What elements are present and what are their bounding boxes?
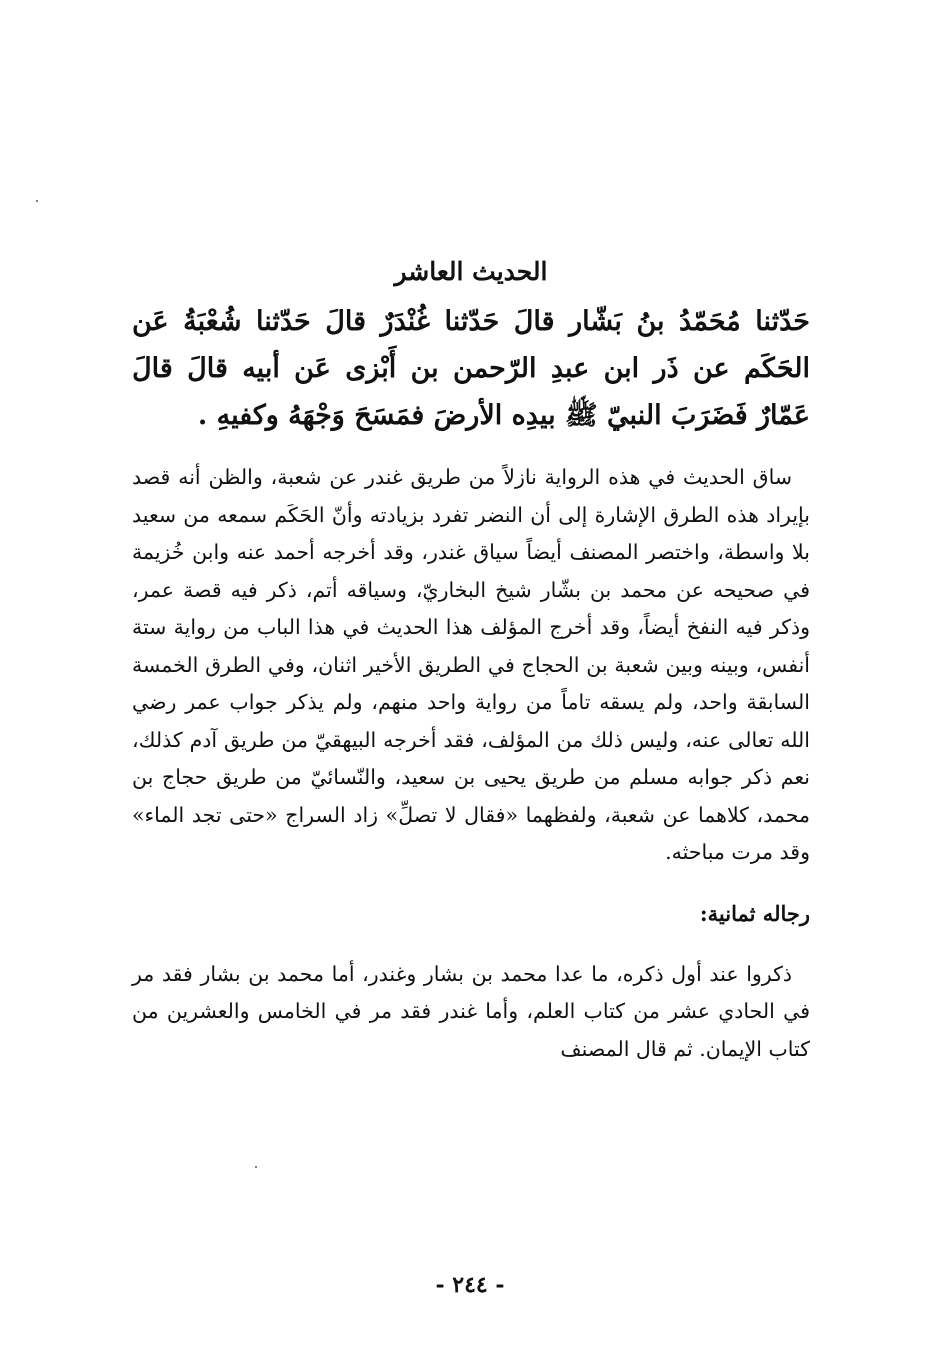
narrators-heading: رجاله ثمانية: [699,900,810,926]
section-title: الحديث العاشر [394,257,548,286]
scan-speck [255,1166,257,1168]
page-number: - ٢٤٤ - [435,1272,505,1298]
page-content [132,252,810,1068]
hadith-text: حَدّثنا مُحَمّدُ بنُ بَشّار قالَ حَدّثنا غُنْدَرٌ قالَ حَدّثنا شُعْبَةُ عَن الحَكَم عن ذَر ابن عبدِ الرّحمن بن أَبْزى عَن أبيه قالَ قالَ عَمّارٌ فَضَرَبَ النبيّ ﷺ بيدِه الأرضَ فمَسَحَ وَجْهَهُ وكفيهِ . [132,306,810,431]
narrators-paragraph: ذكروا عند أول ذكره، ما عدا محمد بن بشار وغندر، أما محمد بن بشار فقد مر في الحادي عشر من كتاب العلم، وأما غندر فقد مر في الخامس والعشرين من كتاب الإيمان. ثم قال المصنف [132,961,810,1061]
commentary-paragraph: ساق الحديث في هذه الرواية نازلاً من طريق غندر عن شعبة، والظن أنه قصد بإيراد هذه الطرق الإشارة إلى أن النضر تفرد بزيادته وأنّ الحَكَم سمعه من سعيد بلا واسطة، واختصر المصنف أيضاً سياق غندر، وقد أخرجه أحمد عنه وابن خُزيمة في صحيحه عن محمد بن بشّار شيخ البخاريّ، وسياقه أتم، ذكر فيه قصة عمر، وذكر فيه النفخ أيضاً، وقد أخرج المؤلف هذا الحديث في هذا الباب من رواية ستة أنفس، وبينه وبين شعبة بن الحجاج في الطريق الأخير اثنان، وفي الطرق الخمسة السابقة واحد، ولم يسقه تاماً من رواية واحد منهم، ولم يذكر جواب عمر رضي الله تعالى عنه، وليس ذلك من المؤلف، فقد أخرجه البيهقيّ من طريق آدم كذلك، نعم ذكر جوابه مسلم من طريق يحيى بن سعيد، والنّسائيّ من طريق حجاج بن محمد، كلاهما عن شعبة، ولفظهما «فقال لا تصلِّ» زاد السراج «حتى تجد الماء» وقد مرت مباحثه. [132,465,810,864]
scan-speck [36,200,38,202]
